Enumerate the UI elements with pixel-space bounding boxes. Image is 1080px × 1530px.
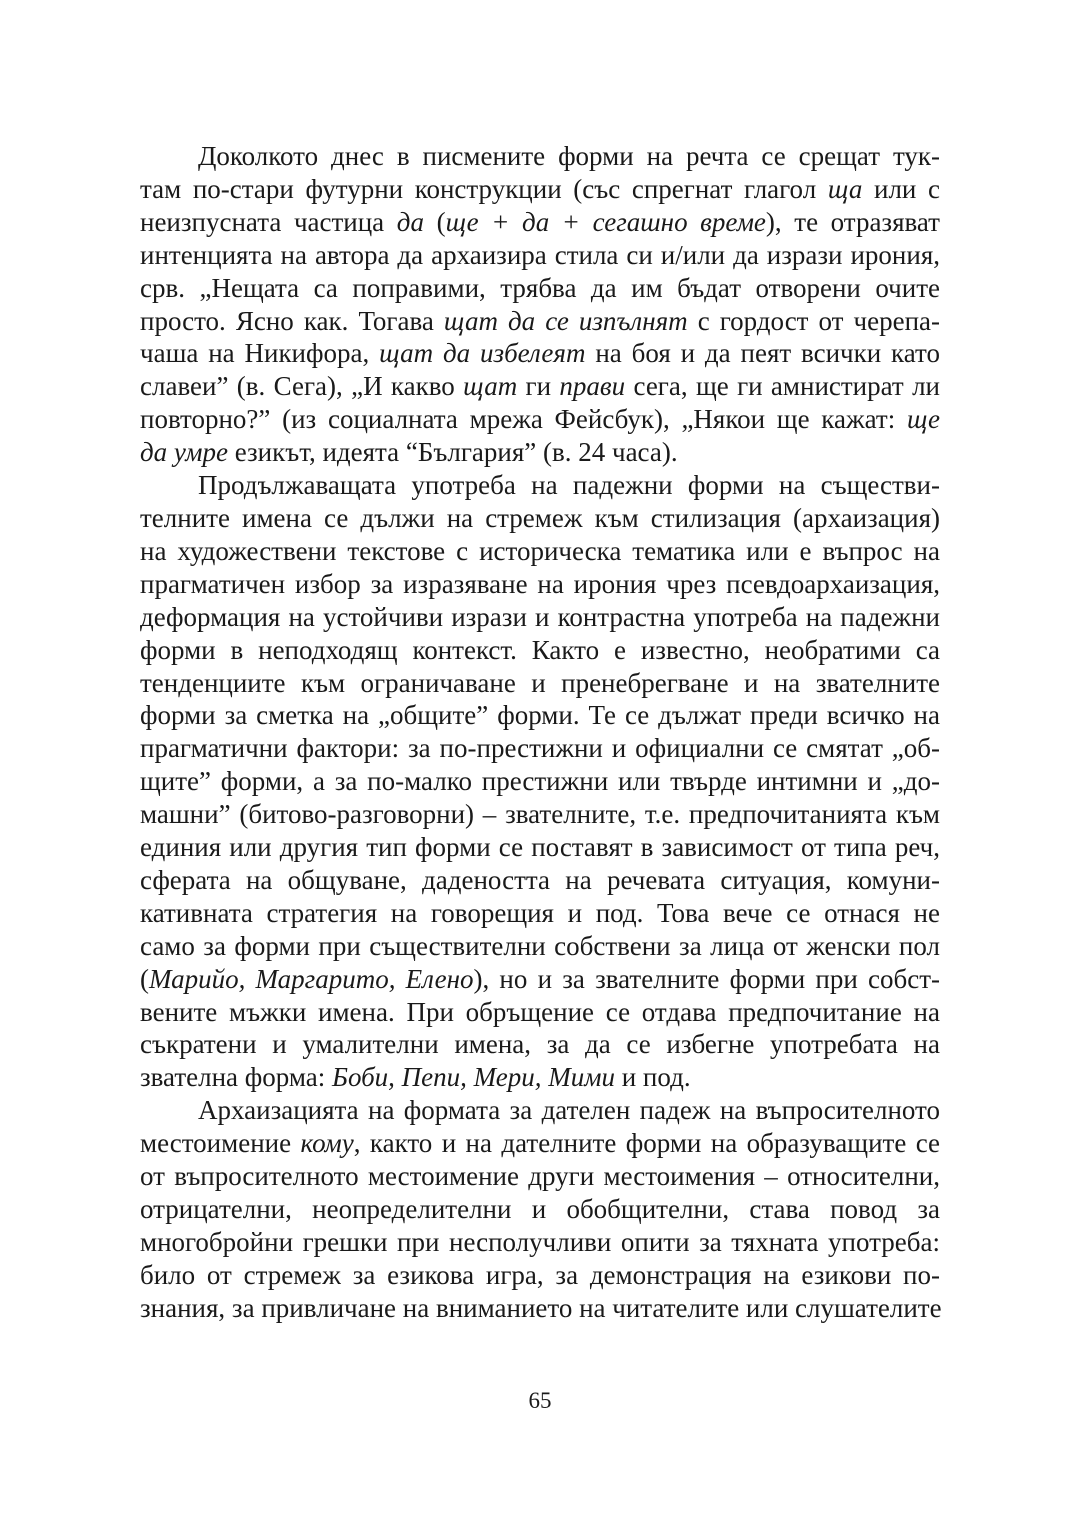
page-number: 65 <box>528 1388 552 1413</box>
text-line <box>140 337 940 370</box>
text-line <box>140 140 940 173</box>
text-line <box>140 206 940 239</box>
text-line <box>140 403 940 436</box>
italic-text: ща <box>827 173 863 204</box>
text-span: кативната стратегия на говорещия и под. Това вече се отнася не <box>140 897 940 928</box>
text-line <box>140 1259 940 1292</box>
text-line <box>140 568 940 601</box>
text-span: само за форми при съществителни собствени за лица от женски пол <box>140 930 940 961</box>
text-line <box>140 173 940 206</box>
text-line <box>140 699 940 732</box>
text-line <box>140 601 940 634</box>
text-span: на художествени текстове с историческа тематика или е въпрос на <box>140 535 940 566</box>
text-span: или с <box>862 173 940 204</box>
text-line <box>140 996 940 1029</box>
text-span: сферата на общуване, дадеността на речевата ситуация, комуни- <box>140 864 940 895</box>
text-line <box>140 831 940 864</box>
text-span: ), те отразяват <box>765 206 940 237</box>
text-line <box>140 798 940 831</box>
text-span: форми в неподходящ контекст. Както е известно, необратими са <box>140 634 940 665</box>
text-line <box>140 305 940 338</box>
italic-text: прави <box>559 371 626 402</box>
text-span: просто. Ясно как. Тогава <box>140 305 444 336</box>
text-line <box>140 732 940 765</box>
text-span: отрицателни, неопределителни и обобщителни, става повод за <box>140 1194 940 1224</box>
text-line <box>140 765 940 798</box>
text-span: прагматични фактори: за по-престижни и официални се смятат „об- <box>140 733 940 764</box>
page-body <box>140 140 940 1325</box>
text-line <box>140 1292 940 1325</box>
text-span: , както и на дателните форми на образуващите се <box>353 1128 940 1159</box>
text-span: срв. „Нещата са поправими, трябва да им бъдат отворени очите <box>140 272 940 303</box>
text-line <box>140 963 940 996</box>
text-line <box>140 1061 940 1094</box>
text-line <box>140 1127 940 1160</box>
italic-text: ще <box>906 404 940 435</box>
paragraph <box>140 1094 940 1324</box>
text-line <box>140 1028 940 1061</box>
text-line <box>140 897 940 930</box>
text-span: сега, ще ги амнистират ли <box>625 371 940 402</box>
text-line <box>140 1226 940 1259</box>
text-span: там по-стари футурни конструкции (със спрегнат глагол <box>140 173 828 204</box>
text-span: знания, за привличане на вниманието на читателите или слушателите <box>140 1292 942 1323</box>
text-span: славеи” (в. Сега), „И какво <box>140 371 464 402</box>
paragraph <box>140 140 940 469</box>
text-line <box>140 864 940 897</box>
text-span: с гордост от черепа- <box>687 305 940 336</box>
text-span: езикът, идеята “България” (в. 24 часа). <box>227 437 678 468</box>
text-span: вените мъжки имена. При обръщение се отдава предпочитание на <box>140 996 940 1027</box>
text-span: прагматичен избор за изразяване на ирония чрез псевдоархаизация, <box>140 568 940 599</box>
text-span: от въпросителното местоимение други местоимения – относителни, <box>140 1161 940 1192</box>
text-span: неизпусната частица <box>140 206 397 237</box>
text-span: телните имена се дължи на стремеж към стилизация (архаизация) <box>140 502 940 533</box>
text-span: многобройни грешки при несполучливи опити за тяхната употреба: <box>140 1226 940 1257</box>
text-line <box>140 436 940 469</box>
text-span: единия или другия тип форми се поставят в зависимост от типа реч, <box>140 832 940 863</box>
text-span: звателна форма: <box>140 1062 333 1093</box>
italic-text: да <box>396 206 424 237</box>
text-span: форми за сметка на „общите” форми. Те се дължат преди всичко на <box>140 700 940 731</box>
text-span: щите” форми, а за по-малко престижни или твърде интимни и „до- <box>140 766 940 797</box>
text-span: ( <box>423 206 446 237</box>
italic-text: кому <box>300 1128 354 1159</box>
italic-text: да умре <box>140 437 228 468</box>
text-line <box>140 667 940 700</box>
text-span: ), но и за звателните форми при собст- <box>473 963 940 994</box>
italic-text: Боби, Пепи, Мери, Мими <box>332 1062 615 1093</box>
text-line <box>140 370 940 403</box>
text-line <box>140 272 940 305</box>
paragraph <box>140 469 940 1094</box>
text-span: деформация на устойчиви изрази и контрастна употреба на падежни <box>140 601 940 632</box>
text-span: чаша на Никифора, <box>140 338 380 369</box>
text-span: ги <box>517 371 560 402</box>
text-line <box>140 1160 940 1193</box>
text-span: Архаизацията на формата за дателен падеж на въпросителното <box>198 1095 940 1126</box>
text-span: и под. <box>614 1062 691 1093</box>
text-span: тенденциите към ограничаване и пренебрегване и на звателните <box>140 667 940 698</box>
text-line <box>140 1094 940 1127</box>
text-line <box>140 1193 940 1226</box>
italic-text: щат да избелеят <box>379 338 586 369</box>
text-span: ( <box>140 963 149 994</box>
text-span: местоимение <box>140 1128 301 1159</box>
text-span: съкратени и умалителни имена, за да се избегне употребата на <box>140 1029 940 1060</box>
text-span: повторно?” (из социалната мрежа Фейсбук), „Някои ще кажат: <box>140 404 907 435</box>
text-line <box>140 535 940 568</box>
text-line <box>140 634 940 667</box>
italic-text: щат да се изпълнят <box>443 305 688 336</box>
text-line <box>140 469 940 502</box>
text-line <box>140 930 940 963</box>
text-span: било от стремеж за езикова игра, за демонстрация на езикови по- <box>140 1259 940 1290</box>
text-line <box>140 239 940 272</box>
text-line <box>140 502 940 535</box>
text-span: машни” (битово-разговорни) – звателните, т.е. предпочитанията към <box>140 799 940 830</box>
text-span: Продължаващата употреба на падежни форми на съществи- <box>198 470 940 501</box>
text-span: Доколкото днес в писмените форми на речта се срещат тук- <box>198 141 940 171</box>
italic-text: щат <box>463 371 518 402</box>
text-span: на боя и да пеят всички като <box>585 338 940 369</box>
italic-text: ще + да + сегашно време <box>445 206 766 237</box>
italic-text: Марийо, Маргарито, Елено <box>149 963 474 994</box>
text-span: интенцията на автора да архаизира стила си и/или да изрази ирония, <box>140 239 940 270</box>
